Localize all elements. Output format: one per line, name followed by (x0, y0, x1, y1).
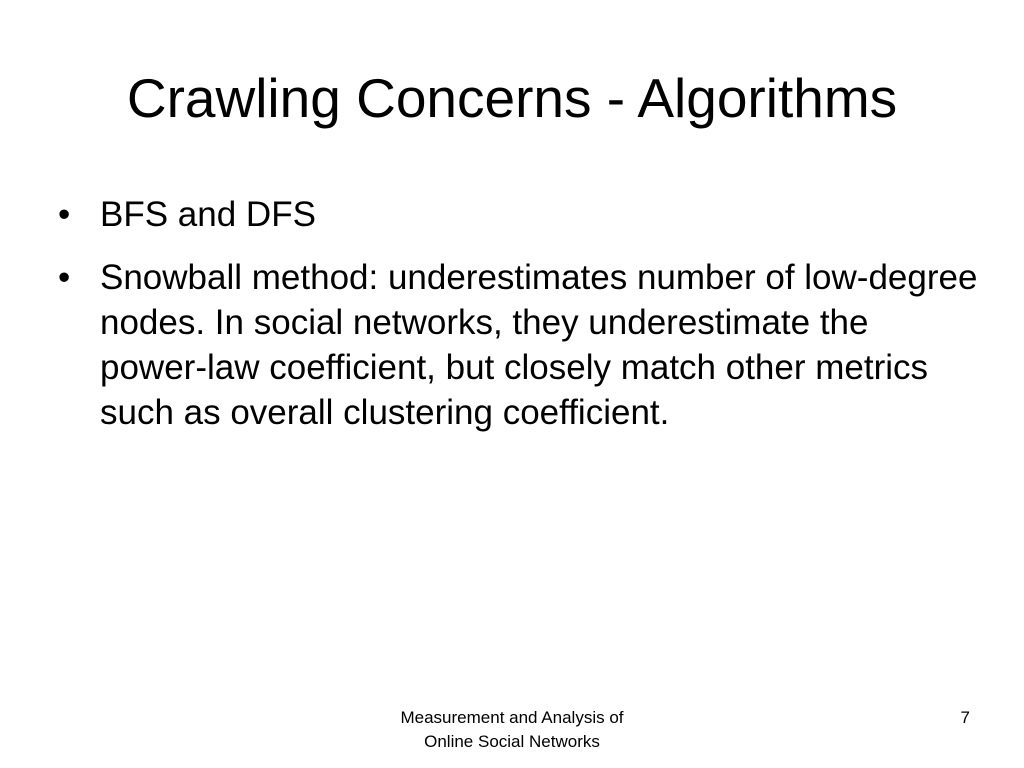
bullet-marker: • (58, 258, 71, 297)
bullet-text: Snowball method: underestimates number of low-degree nodes. In social networks, they underestimate the power-law coefficient, but closely match other metrics such as overall clustering coefficient. (100, 258, 978, 432)
footer-text (362, 706, 662, 754)
slide-title: Crawling Concerns - Algorithms (126, 67, 898, 129)
footer-line-1: Measurement and Analysis of (400, 708, 624, 727)
page-number: 7 (960, 708, 970, 727)
bullet-marker: • (58, 195, 71, 234)
bullet-list (58, 192, 978, 453)
bullet-item (58, 255, 978, 435)
bullet-text: BFS and DFS (100, 195, 316, 234)
footer-line-2: Online Social Networks (424, 732, 600, 751)
bullet-item (58, 192, 978, 237)
